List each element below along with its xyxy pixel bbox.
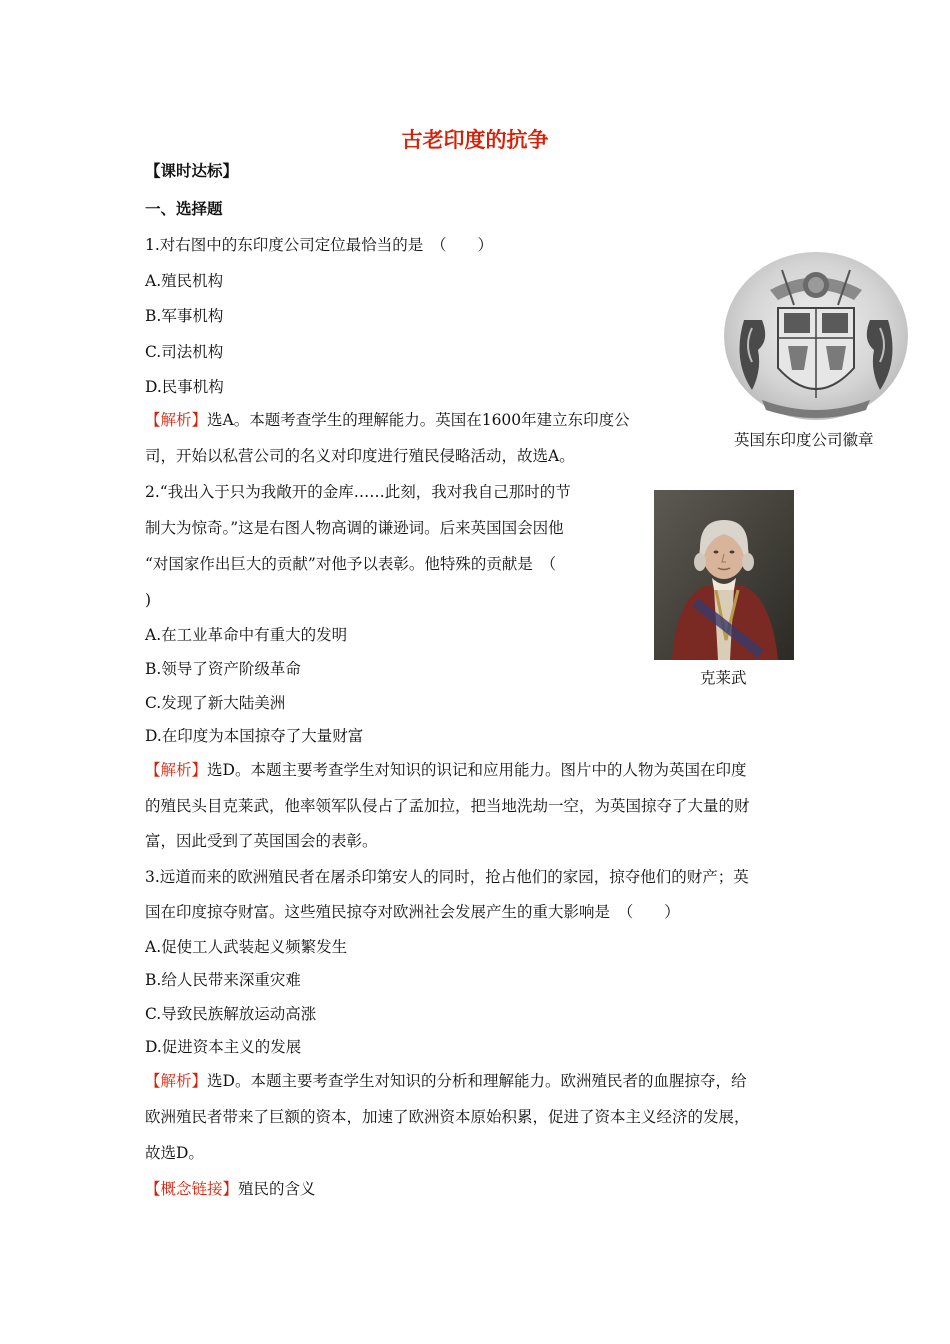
q1-option-a: A.殖民机构 [145, 272, 224, 290]
emblem-icon [722, 250, 910, 422]
q2-analysis-line-2: 的殖民头目克莱武，他率领军队侵占了孟加拉，把当地洗劫一空，为英国掠夺了大量的财 [145, 797, 750, 815]
company-emblem-image [722, 250, 910, 422]
q2-option-a: A.在工业革命中有重大的发明 [145, 626, 348, 644]
portrait-icon [654, 490, 794, 660]
q2-analysis-line-3: 富，因此受到了英国国会的表彰。 [145, 832, 378, 850]
q2-stem-line-1: 2.“我出入于只为我敞开的金库……此刻，我对我自己那时的节 [145, 483, 571, 501]
clive-portrait-image [654, 490, 794, 660]
q1-analysis-tag: 【解析】 [145, 411, 208, 429]
section-heading: 一、选择题 [145, 200, 223, 218]
q3-option-d: D.促进资本主义的发展 [145, 1038, 302, 1056]
q3-option-a: A.促使工人武装起义频繁发生 [145, 938, 348, 956]
page-title: 古老印度的抗争 [401, 128, 549, 152]
q3-analysis-line-3: 故选D。 [145, 1144, 204, 1162]
q3-stem-line-1: 3.远道而来的欧洲殖民者在屠杀印第安人的同时，抢占他们的家园，掠夺他们的财产；英 [145, 868, 749, 886]
q3-option-b: B.给人民带来深重灾难 [145, 971, 301, 989]
q2-stem-line-4: ) [145, 591, 152, 609]
q1-option-d: D.民事机构 [145, 378, 224, 396]
emblem-caption: 英国东印度公司徽章 [734, 431, 874, 449]
q2-stem-line-3: “对国家作出巨大的贡献”对他予以表彰。他特殊的贡献是 （ [145, 555, 557, 573]
q2-option-c: C.发现了新大陆美洲 [145, 694, 286, 712]
q3-analysis-tag: 【解析】 [145, 1072, 208, 1090]
q3-analysis-line-1: 【解析】选D。本题主要考查学生对知识的分析和理解能力。欧洲殖民者的血腥掠夺，给 [145, 1072, 747, 1090]
concept-link [145, 1178, 316, 1200]
concept-text: 殖民的含义 [238, 1180, 316, 1198]
section-tag: 【课时达标】 [145, 162, 239, 180]
q2-stem-line-2: 制大为惊奇。”这是右图人物高调的谦逊词。后来英国国会因他 [145, 519, 564, 537]
q1-analysis-line-2: 司，开始以私营公司的名义对印度进行殖民侵略活动，故选A。 [145, 447, 575, 465]
q1-stem: 1.对右图中的东印度公司定位最恰当的是 （ ） [145, 236, 494, 254]
portrait-caption: 克莱武 [700, 669, 747, 687]
q2-option-b: B.领导了资产阶级革命 [145, 660, 301, 678]
q3-analysis-line-2: 欧洲殖民者带来了巨额的资本，加速了欧洲资本原始积累，促进了资本主义经济的发展， [145, 1108, 750, 1126]
q3-stem-line-2: 国在印度掠夺财富。这些殖民掠夺对欧洲社会发展产生的重大影响是 （ ） [145, 903, 680, 921]
q3-option-c: C.导致民族解放运动高涨 [145, 1005, 317, 1023]
q2-analysis-tag: 【解析】 [145, 761, 208, 779]
q1-option-c: C.司法机构 [145, 343, 224, 361]
q1-analysis-line-1: 【解析】选A。本题考查学生的理解能力。英国在1600年建立东印度公 [145, 411, 630, 429]
q2-option-d: D.在印度为本国掠夺了大量财富 [145, 727, 364, 745]
concept-tag: 【概念链接】 [145, 1180, 239, 1198]
q1-option-b: B.军事机构 [145, 307, 224, 325]
q2-analysis-line-1: 【解析】选D。本题主要考查学生对知识的识记和应用能力。图片中的人物为英国在印度 [145, 761, 747, 779]
